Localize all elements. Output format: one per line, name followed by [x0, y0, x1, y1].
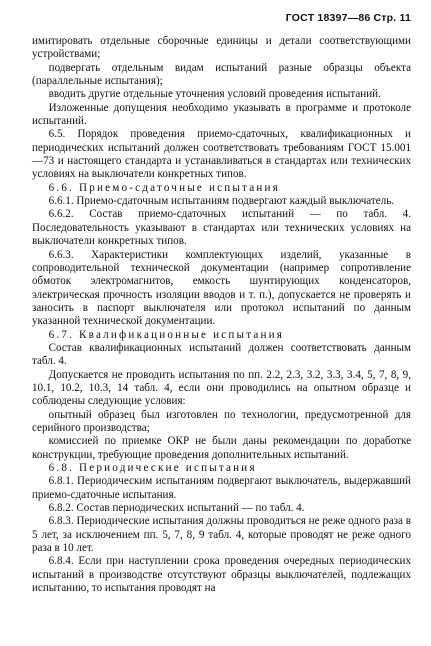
paragraph: 6.5. Порядок проведения приемо-сдаточных, квалификационных и периодических испытаний должен соответствовать требованиям ГОСТ 15.001—73 и настоящего стандарта и устанавливаться в стандартах или технических условиях на выключатели конкретных типов.: [32, 128, 411, 181]
paragraph: Изложенные допущения необходимо указывать в программе и протоколе испытаний.: [32, 101, 411, 128]
paragraph: вводить другие отдельные уточнения условий проведения испытаний.: [48, 88, 381, 101]
section-heading: 6.7. Квалификационные испытания: [48, 328, 285, 341]
paragraph: имитировать отдельные сборочные единицы и детали соответствующими устройствами;: [32, 35, 411, 61]
paragraph: 6.6.1. Приемо-сдаточным испытаниям подвергают каждый выключатель.: [48, 195, 395, 208]
paragraph: подвергать отдельным видам испытаний разные образцы объекта (параллельные испытания);: [32, 61, 411, 88]
paragraph: 6.6.3. Характеристики комплектующих изделий, указанные в сопроводительной технической документации (например сопротивление обмоток электромагнитов, емкость шунтирующих конденсаторов, электрическая прочность изоляции вводов и т. п.), допускается не проверять и заносить в паспорт выключателя или протокол испытаний по данным указанной технической документации.: [32, 248, 411, 328]
page-header: ГОСТ 18397—86 Стр. 11: [285, 12, 411, 24]
paragraph: 6.8.1. Периодическим испытаниям подвергают выключатель, выдержавший приемо-сдаточные испытания.: [32, 475, 411, 501]
paragraph: комиссией по приемке ОКР не были даны рекомендации по доработке конструкции, требующие проведения дополнительных испытаний.: [32, 435, 411, 461]
paragraph: опытный образец был изготовлен по технологии, предусмотренной для серийного производства;: [32, 408, 411, 434]
paragraph: 6.8.2. Состав периодических испытаний — по табл. 4.: [48, 502, 305, 515]
paragraph: Допускается не проводить испытания по пп. 2.2, 2.3, 3.2, 3.3, 3.4, 5, 7, 8, 9, 10.1, 10.2, 10.3, 14 табл. 4, если они проводились на опытном образце и соблюдены следующие условия:: [32, 368, 411, 408]
paragraph: 6.8.3. Периодические испытания должны проводиться не реже одного раза в 5 лет, за исключением пп. 5, 7, 8, 9 табл. 4, которые проводят не реже одного раза в 10 лет.: [32, 515, 411, 555]
document-body: [32, 35, 411, 595]
paragraph: Состав квалификационных испытаний должен соответствовать данным табл. 4.: [32, 341, 411, 368]
paragraph: 6.6.2. Состав приемо-сдаточных испытаний — по табл. 4. Последовательность указывают в стандартах или технических условиях на выключатели конкретных типов.: [32, 208, 411, 248]
section-heading: 6.6. Приемо-сдаточные испытания: [48, 181, 280, 194]
section-heading: 6.8. Периодические испытания: [48, 462, 257, 474]
paragraph: 6.8.4. Если при наступлении срока проведения очередных периодических испытаний в производстве отсутствуют образцы выключателей, подлежащих испытанию, то испытания проводят на: [32, 555, 411, 595]
